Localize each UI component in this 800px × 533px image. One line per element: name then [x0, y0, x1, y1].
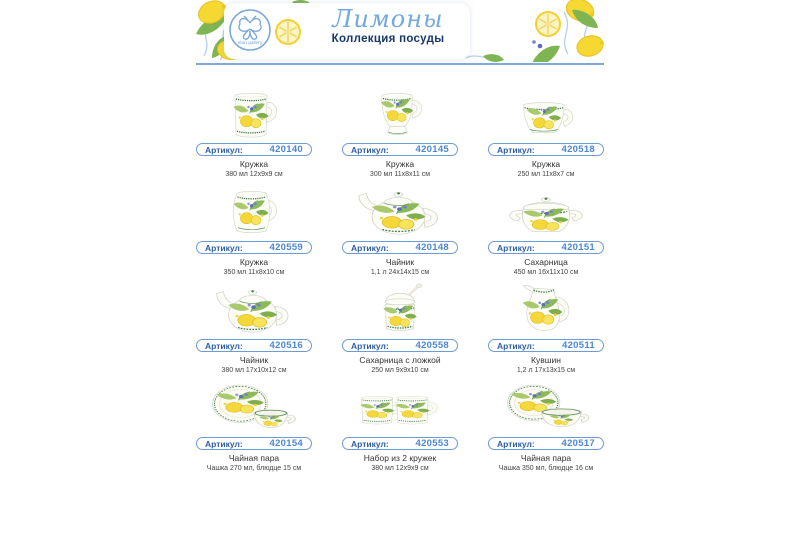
- article-number: 420516: [269, 340, 303, 351]
- article-number: 420517: [561, 438, 595, 449]
- article-badge: [196, 437, 312, 450]
- product-image: [344, 182, 456, 239]
- product-card: [488, 378, 604, 476]
- product-specs: 1,1 л 24х14х15 см: [370, 269, 430, 276]
- article-label: Артикул:: [205, 438, 243, 449]
- product-card: [196, 84, 312, 182]
- product-image: [344, 280, 456, 337]
- product-name: Кувшин: [531, 355, 561, 365]
- article-number: 420518: [561, 144, 595, 155]
- article-badge: [342, 339, 458, 352]
- page-subtitle: Коллекция посуды: [331, 33, 445, 45]
- product-specs: 450 мл 16х11х10 см: [513, 269, 579, 276]
- product-name: Чайник: [239, 355, 269, 365]
- article-number: 420151: [561, 242, 595, 253]
- product-specs: 300 мл 11х8х11 см: [369, 171, 431, 178]
- article-badge: [488, 437, 604, 450]
- article-badge: [488, 339, 604, 352]
- article-number: 420553: [415, 438, 449, 449]
- article-label: Артикул:: [205, 242, 243, 253]
- article-badge: [196, 143, 312, 156]
- sugar-bowl-spoon-icon: [366, 283, 434, 337]
- product-image: [198, 182, 310, 239]
- product-name: Кружка: [239, 257, 269, 267]
- article-label: Артикул:: [205, 144, 243, 155]
- footed-mug-icon: [370, 89, 430, 141]
- product-name: Сахарница с ложкой: [359, 355, 441, 365]
- product-card: [196, 182, 312, 280]
- product-card: [342, 84, 458, 182]
- butterfly-logo-icon: [229, 9, 271, 51]
- article-label: Артикул:: [351, 340, 389, 351]
- product-specs: 380 мл 17х10х12 см: [221, 367, 287, 374]
- lemon-slice-icon: [274, 18, 302, 46]
- product-image: [490, 378, 602, 435]
- page-title: Лимоны: [332, 5, 444, 33]
- product-name: Чайная пара: [520, 453, 572, 463]
- article-number: 420145: [415, 144, 449, 155]
- article-badge: [342, 437, 458, 450]
- product-card: [488, 182, 604, 280]
- product-card: [196, 280, 312, 378]
- product-specs: 1,2 л 17х13х15 см: [516, 367, 576, 374]
- product-image: [344, 378, 456, 435]
- article-label: Артикул:: [497, 438, 535, 449]
- product-card: [196, 378, 312, 476]
- cup-saucer-icon: [208, 383, 300, 435]
- product-card: [488, 84, 604, 182]
- product-card: [342, 378, 458, 476]
- brand-name: elan gallery: [237, 41, 263, 46]
- product-grid: [196, 84, 604, 476]
- teapot-icon: [214, 284, 294, 337]
- product-name: Кружка: [239, 159, 269, 169]
- product-name: Чайник: [385, 257, 415, 267]
- product-name: Набор из 2 кружек: [363, 453, 437, 463]
- product-card: [342, 280, 458, 378]
- product-specs: Чашка 270 мл, блюдце 15 см: [206, 465, 302, 472]
- header-banner: [196, 0, 604, 65]
- article-label: Артикул:: [497, 340, 535, 351]
- product-image: [490, 182, 602, 239]
- article-number: 420154: [269, 438, 303, 449]
- product-image: [344, 84, 456, 141]
- product-image: [198, 84, 310, 141]
- article-badge: [488, 143, 604, 156]
- article-badge: [342, 241, 458, 254]
- article-badge: [488, 241, 604, 254]
- product-specs: 380 мл 12х9х9 см: [225, 171, 283, 178]
- article-number: 420558: [415, 340, 449, 351]
- article-label: Артикул:: [497, 144, 535, 155]
- product-card: [488, 280, 604, 378]
- product-name: Кружка: [385, 159, 415, 169]
- two-mugs-icon: [354, 383, 446, 435]
- article-label: Артикул:: [497, 242, 535, 253]
- article-badge: [196, 339, 312, 352]
- product-specs: Чашка 350 мл, блюдце 16 см: [498, 465, 594, 472]
- product-specs: 250 мл 9х9х10 см: [371, 367, 429, 374]
- product-image: [198, 378, 310, 435]
- article-label: Артикул:: [351, 242, 389, 253]
- product-name: Кружка: [531, 159, 561, 169]
- article-number: 420559: [269, 242, 303, 253]
- product-image: [490, 84, 602, 141]
- product-specs: 250 мл 11х8х7 см: [517, 171, 575, 178]
- article-label: Артикул:: [205, 340, 243, 351]
- article-number: 420511: [562, 340, 595, 351]
- teapot-icon: [356, 186, 444, 239]
- product-specs: 350 мл 11х8х10 см: [223, 269, 285, 276]
- product-image: [198, 280, 310, 337]
- article-label: Артикул:: [351, 144, 389, 155]
- product-name: Сахарница: [524, 257, 568, 267]
- article-label: Артикул:: [351, 438, 389, 449]
- product-card: [342, 182, 458, 280]
- banner-panel: [224, 3, 470, 59]
- product-image: [490, 280, 602, 337]
- article-badge: [342, 143, 458, 156]
- mug-icon: [224, 89, 284, 141]
- article-badge: [196, 241, 312, 254]
- product-name: Чайная пара: [228, 453, 280, 463]
- pitcher-icon: [512, 283, 580, 337]
- squat-mug-icon: [514, 89, 578, 141]
- sugar-bowl-icon: [502, 186, 590, 239]
- article-number: 420148: [415, 242, 449, 253]
- cup-saucer-icon: [500, 383, 592, 435]
- barrel-mug-icon: [224, 187, 284, 239]
- article-number: 420140: [269, 144, 303, 155]
- product-specs: 380 мл 12х9х9 см: [371, 465, 429, 472]
